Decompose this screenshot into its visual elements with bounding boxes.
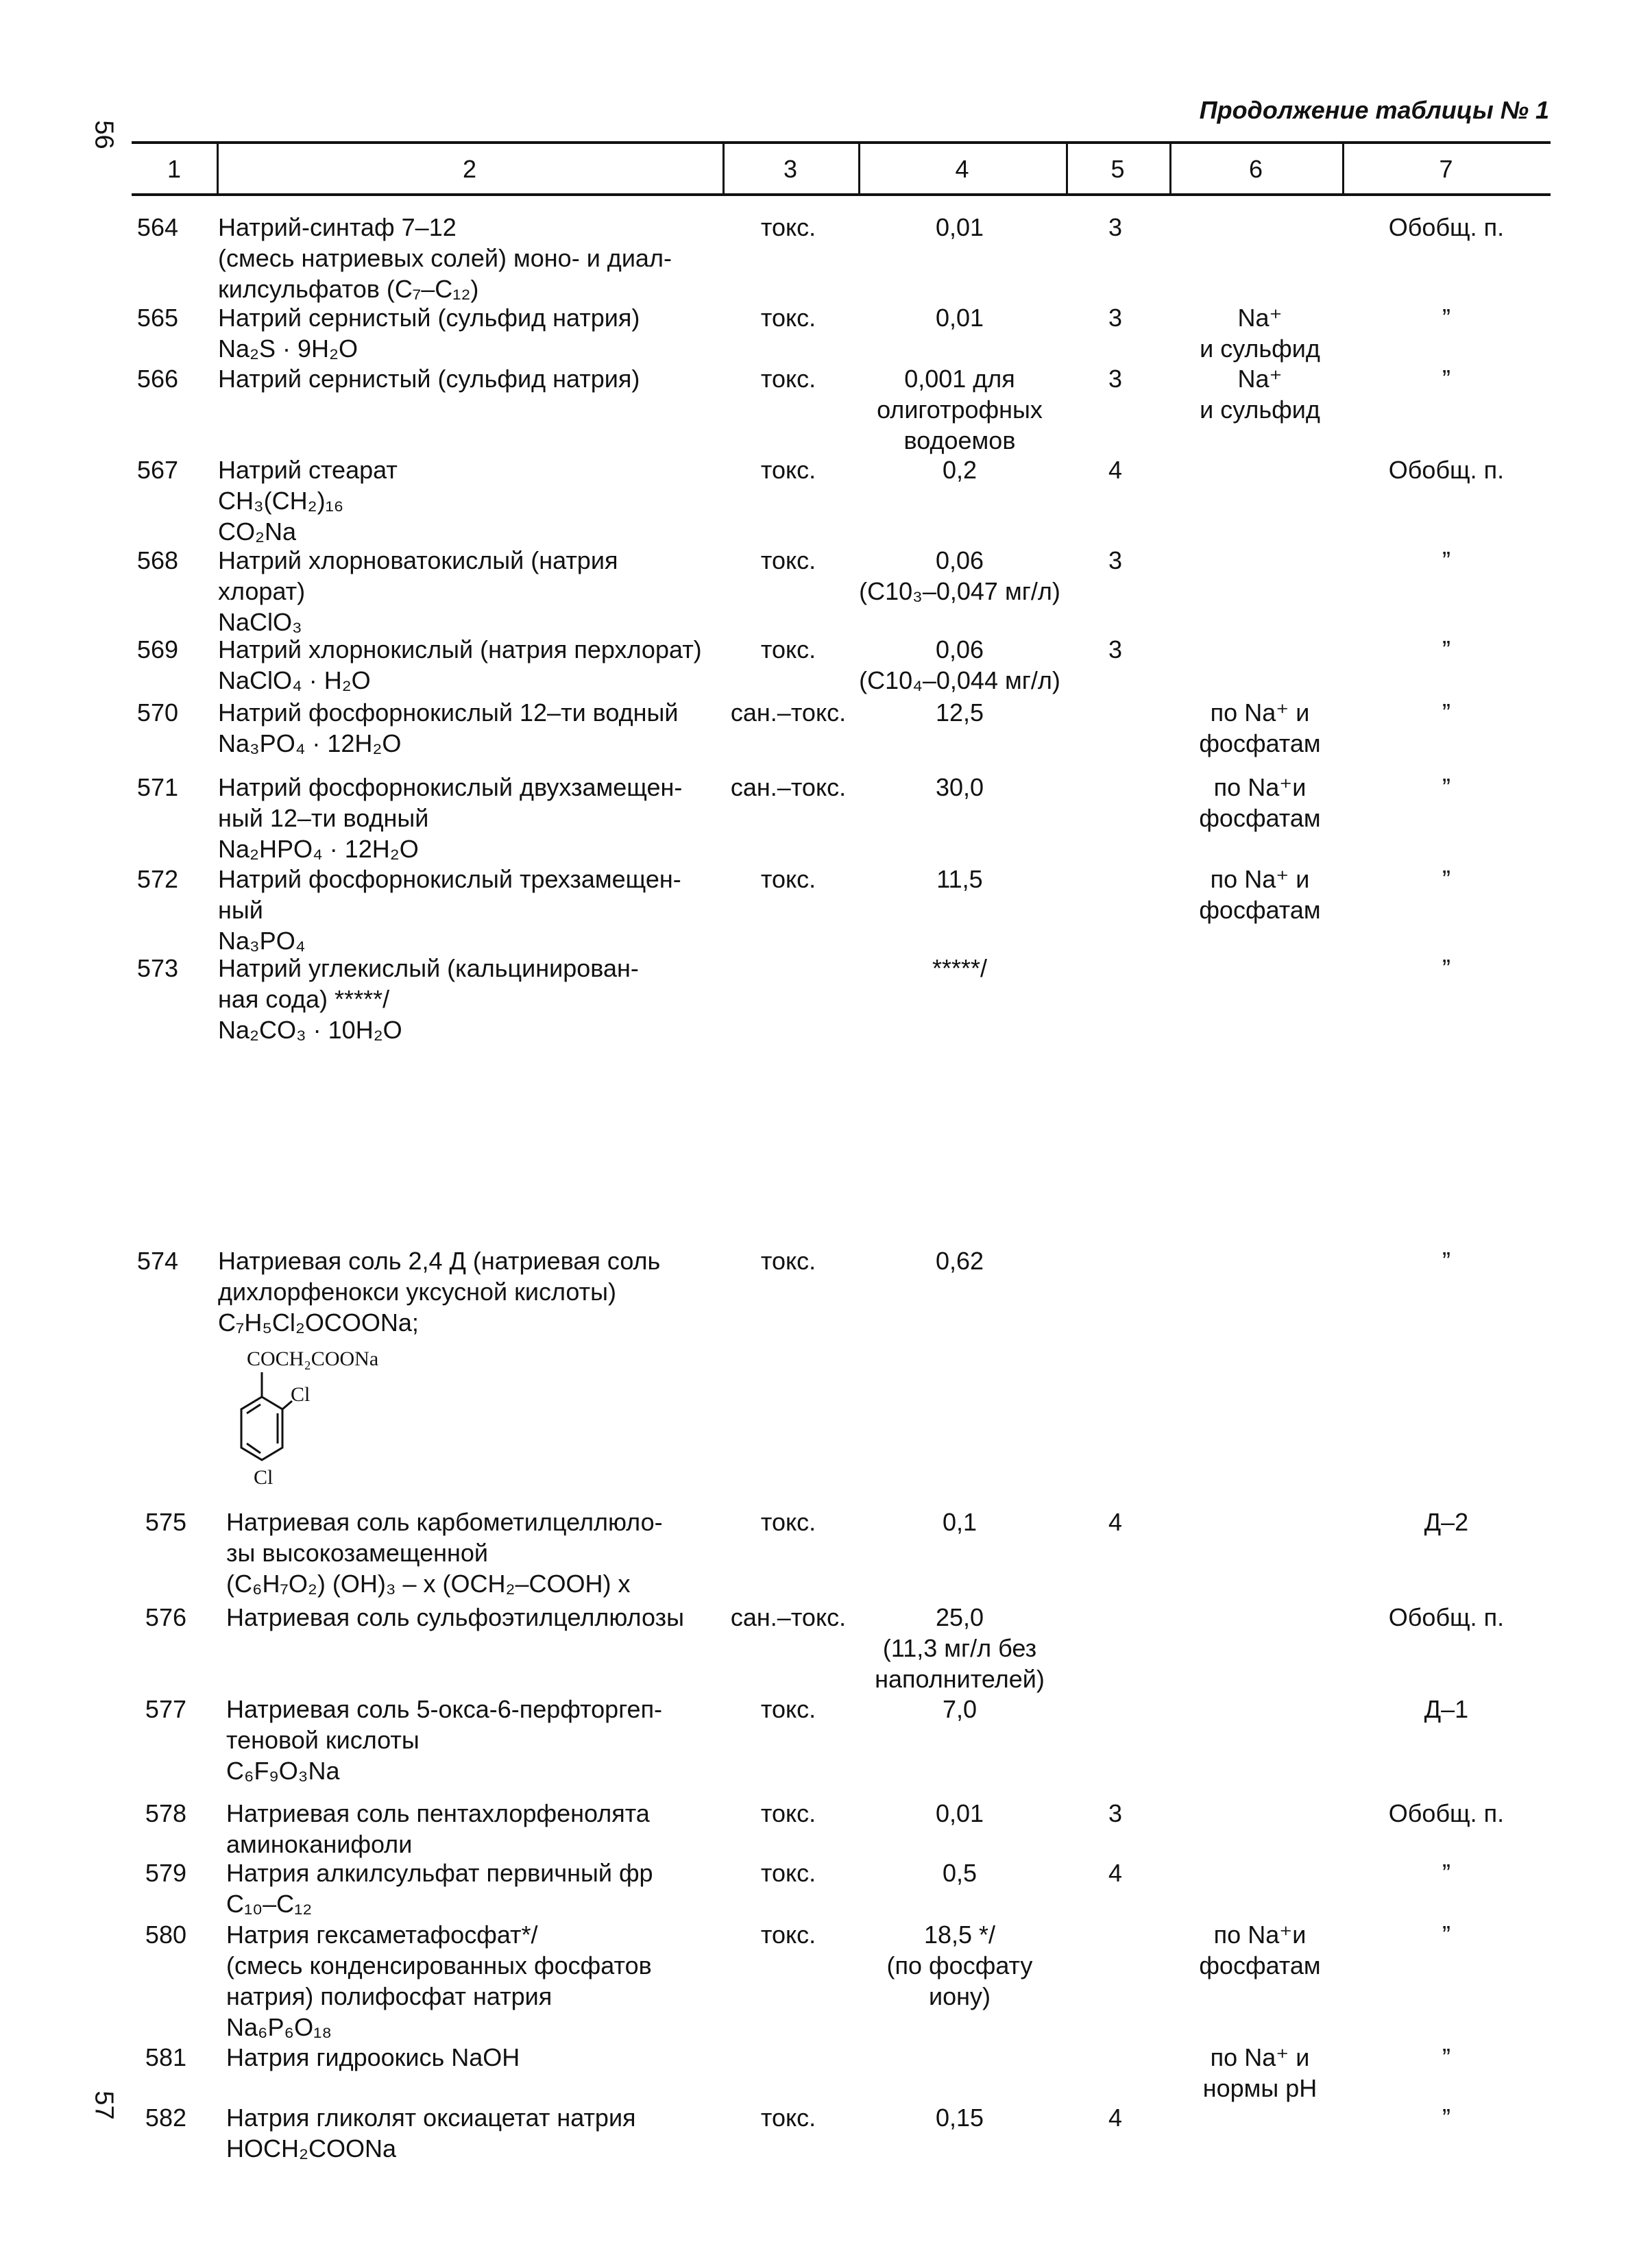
row-number: 577 <box>145 1695 186 1723</box>
hazard-class: 4 <box>1108 1508 1123 1536</box>
basis-line: и сульфид <box>1200 395 1320 424</box>
substance-name <box>218 454 398 547</box>
substance-name-line: Натрий хлорнокислый (натрия перхлорат) <box>218 635 702 663</box>
basis <box>1157 864 1363 925</box>
basis <box>1157 772 1363 833</box>
mpc-value <box>823 1694 1097 1725</box>
benzene-ring <box>241 1397 282 1460</box>
hazard-class: 3 <box>1108 365 1123 393</box>
mpc-value <box>823 1919 1097 2012</box>
mpc-value <box>823 2102 1097 2133</box>
substance-name-line: Na₂CO₃ · 10H₂O <box>218 1016 402 1044</box>
hazard-sign: сан.–токс. <box>730 698 847 727</box>
substance-name <box>218 953 639 1045</box>
substance-name <box>218 634 702 696</box>
note: ” <box>1442 954 1450 982</box>
structure-substituent-label: COCH₂COONa <box>247 1348 379 1370</box>
substance-name-line: C₇H₅Cl₂OCOONa; <box>218 1308 419 1337</box>
substance-name-line: NaClO₄ · H₂O <box>218 666 371 694</box>
structural-formula-2-4-d-sodium <box>219 1343 398 1494</box>
substance-name <box>218 302 640 364</box>
hazard-sign: токс. <box>760 213 816 241</box>
note: ” <box>1442 2104 1450 2132</box>
hazard-class: 4 <box>1108 456 1123 484</box>
substance-name-line: дихлорфенокси уксусной кислоты) <box>218 1278 616 1306</box>
hazard-sign: токс. <box>760 635 816 663</box>
substance-name <box>218 212 672 304</box>
basis <box>1157 697 1363 759</box>
basis-line: Na⁺ <box>1237 365 1283 393</box>
row-number: 564 <box>136 213 178 241</box>
row-number: 582 <box>145 2104 186 2132</box>
substance-name-line: ная сода) *****/ <box>218 985 390 1013</box>
substance-name <box>218 1245 660 1338</box>
basis <box>1157 1919 1363 1981</box>
mpc-value-line: 0,001 для <box>904 365 1015 393</box>
note: Обобщ. п. <box>1388 1603 1505 1631</box>
header-bottom-rule <box>132 193 1551 196</box>
header-top-rule <box>132 141 1551 144</box>
mpc-value-line: олиготрофных <box>877 395 1043 424</box>
hazard-sign: токс. <box>760 456 816 484</box>
hazard-class: 4 <box>1108 2104 1123 2132</box>
substance-name-line: аминоканифоли <box>226 1830 413 1858</box>
mpc-value-line: 0,01 <box>935 304 984 332</box>
header-col-1: 1 <box>167 155 182 183</box>
note: Обобщ. п. <box>1388 1799 1505 1827</box>
substance-name-line: C₁₀–C₁₂ <box>226 1890 313 1918</box>
row-number: 567 <box>136 456 178 484</box>
row-number: 581 <box>145 2043 186 2071</box>
mpc-value-line: 18,5 */ <box>923 1921 996 1949</box>
substance-name-line: зы высокозамещенной <box>226 1539 489 1567</box>
hazard-sign: токс. <box>760 1695 816 1723</box>
basis-line: и сульфид <box>1200 334 1320 363</box>
substance-name <box>226 2042 520 2073</box>
substance-name-line: Натрий фосфорнокислый двухзамещен- <box>218 773 683 801</box>
substance-name-line: Натрий-синтаф 7–12 <box>218 213 457 241</box>
note: Обобщ. п. <box>1388 213 1505 241</box>
mpc-value-line: 0,62 <box>935 1247 984 1275</box>
substance-name <box>226 1694 662 1786</box>
mpc-value-line: 0,2 <box>942 456 977 484</box>
mpc-value-line: 0,5 <box>942 1859 977 1887</box>
substance-name-line: Натриевая соль 5-окса-6-перфторгеп- <box>226 1695 663 1723</box>
substance-name <box>226 1857 653 1919</box>
substance-name-line: Na₆P₆O₁₈ <box>226 2013 332 2041</box>
substance-name <box>218 545 618 637</box>
note: ” <box>1442 1247 1450 1275</box>
mpc-value <box>823 772 1097 803</box>
substance-name-line: Натрий углекислый (кальцинирован- <box>218 954 639 982</box>
mpc-value <box>823 454 1097 485</box>
header-col-6: 6 <box>1248 155 1263 183</box>
substance-name-line: CO₂Na <box>218 517 296 546</box>
mpc-value-line: 0,01 <box>935 213 984 241</box>
mpc-value-line: 0,06 <box>935 635 984 663</box>
note: ” <box>1442 304 1450 332</box>
mpc-value-line: 0,1 <box>942 1508 977 1536</box>
structure-cl-ortho: Cl <box>291 1383 311 1406</box>
row-number: 570 <box>136 698 178 727</box>
basis-line: фосфатам <box>1199 896 1321 924</box>
mpc-value-line: 12,5 <box>935 698 984 727</box>
basis <box>1157 302 1363 364</box>
hazard-sign: токс. <box>760 365 816 393</box>
basis-line: по Na⁺ и <box>1210 698 1310 727</box>
substance-name-line: Na₃PO₄ · 12H₂O <box>218 729 402 757</box>
row-number: 572 <box>136 865 178 893</box>
mpc-value <box>823 302 1097 333</box>
table-caption: Продолжение таблицы № 1 <box>1199 96 1549 124</box>
row-number: 566 <box>136 365 178 393</box>
mpc-value <box>823 212 1097 243</box>
hazard-class: 3 <box>1108 213 1123 241</box>
substance-name-line: натрия) полифосфат натрия <box>226 1982 552 2010</box>
mpc-value-line: иону) <box>929 1982 991 2010</box>
mpc-value-line: *****/ <box>932 954 988 982</box>
note: ” <box>1442 365 1450 393</box>
note: ” <box>1442 1921 1450 1949</box>
substance-name-line: Натриевая соль карбометилцеллюло- <box>226 1508 663 1536</box>
row-number: 571 <box>136 773 178 801</box>
mpc-value-line: (C10₃–0,047 мг/л) <box>859 577 1060 605</box>
substance-name <box>218 864 681 956</box>
basis-line: по Na⁺ и <box>1210 2043 1310 2071</box>
mpc-value <box>823 1507 1097 1537</box>
substance-name <box>226 1602 684 1633</box>
mpc-value-line: 11,5 <box>936 865 983 893</box>
basis <box>1157 363 1363 425</box>
substance-name-line: CH₃(CH₂)₁₆ <box>218 487 344 515</box>
mpc-value-line: 0,15 <box>935 2104 984 2132</box>
row-number: 568 <box>136 546 178 574</box>
substance-name-line: Натрий фосфорнокислый 12–ти водный <box>218 698 679 727</box>
substance-name-line: Натрий фосфорнокислый трехзамещен- <box>218 865 681 893</box>
hazard-class: 4 <box>1108 1859 1123 1887</box>
substance-name-line: Натрий хлорноватокислый (натрия <box>218 546 618 574</box>
substance-name-line: ный 12–ти водный <box>218 804 429 832</box>
note: ” <box>1442 773 1450 801</box>
row-number: 565 <box>136 304 178 332</box>
mpc-value-line: (по фосфату <box>886 1951 1033 1979</box>
mpc-value-line: (C10₄–0,044 мг/л) <box>859 666 1060 694</box>
hazard-sign: сан.–токс. <box>730 1603 847 1631</box>
substance-name-line: хлорат) <box>218 577 306 605</box>
mpc-value <box>823 545 1097 607</box>
basis-line: нормы pH <box>1202 2074 1317 2102</box>
substance-name-line: Натрия алкилсульфат первичный фр <box>226 1859 653 1887</box>
substance-name <box>226 1507 663 1599</box>
hazard-class: 3 <box>1108 546 1123 574</box>
substance-name-line: Na₃PO₄ <box>218 927 306 955</box>
mpc-value <box>823 1798 1097 1829</box>
basis-line: по Na⁺и <box>1213 1921 1307 1949</box>
mpc-value-line: 7,0 <box>942 1695 977 1723</box>
mpc-value <box>823 953 1097 984</box>
hazard-class: 3 <box>1108 1799 1123 1827</box>
substance-name-line: Натриевая соль пентахлорфенолята <box>226 1799 650 1827</box>
substance-name-line: (смесь конденсированных фосфатов <box>226 1951 652 1979</box>
row-number: 580 <box>145 1921 186 1949</box>
note: ” <box>1442 698 1450 727</box>
hazard-sign: токс. <box>760 1799 816 1827</box>
substance-name-line: ный <box>218 896 263 924</box>
mpc-value <box>823 363 1097 456</box>
hazard-sign: токс. <box>760 1508 816 1536</box>
substance-name-line: NaClO₃ <box>218 608 302 636</box>
mpc-value-line: наполнителей) <box>875 1665 1045 1693</box>
substance-name-line: (смесь натриевых солей) моно- и диал- <box>218 244 672 272</box>
hazard-sign: токс. <box>760 1921 816 1949</box>
note: Обобщ. п. <box>1388 456 1505 484</box>
substance-name-line: Натрия гексаметафосфат*/ <box>226 1921 538 1949</box>
row-number: 575 <box>145 1508 186 1536</box>
basis <box>1157 2042 1363 2104</box>
row-number: 576 <box>145 1603 186 1631</box>
substance-name-line: теновой кислоты <box>226 1726 420 1754</box>
row-number: 579 <box>145 1859 186 1887</box>
mpc-value <box>823 1602 1097 1694</box>
substance-name <box>218 697 679 759</box>
substance-name-line: Na₂S · 9H₂O <box>218 334 358 363</box>
substance-name-line: Натриевая соль 2,4 Д (натриевая соль <box>218 1247 661 1275</box>
basis-line: фосфатам <box>1199 729 1321 757</box>
note: ” <box>1442 2043 1450 2071</box>
note: ” <box>1442 546 1450 574</box>
note: ” <box>1442 635 1450 663</box>
note: ” <box>1442 1859 1450 1887</box>
substance-name-line: килсульфатов (C₇–C₁₂) <box>218 275 479 303</box>
row-number: 573 <box>136 954 178 982</box>
page-number-top: 56 <box>89 120 119 149</box>
mpc-value <box>823 634 1097 696</box>
mpc-value-line: 30,0 <box>935 773 984 801</box>
mpc-value-line: 0,06 <box>935 546 984 574</box>
mpc-value-line: 25,0 <box>935 1603 984 1631</box>
substance-name-line: Na₂HPO₄ · 12H₂O <box>218 835 419 863</box>
substance-name-line: Натрия гидроокись NaOH <box>226 2043 520 2071</box>
mpc-value-line: 0,01 <box>935 1799 984 1827</box>
hazard-class: 3 <box>1108 304 1123 332</box>
basis-line: по Na⁺и <box>1213 773 1307 801</box>
substance-name-line: Натрий сернистый (сульфид натрия) <box>218 365 640 393</box>
header-col-2: 2 <box>462 155 477 183</box>
note: Д–2 <box>1424 1508 1469 1536</box>
hazard-sign: сан.–токс. <box>730 773 847 801</box>
hazard-sign: токс. <box>760 546 816 574</box>
page-number-bottom: 57 <box>89 2091 119 2120</box>
substance-name <box>218 772 682 864</box>
basis-line: по Na⁺ и <box>1210 865 1310 893</box>
mpc-value <box>823 1245 1097 1276</box>
structure-cl-para: Cl <box>254 1466 274 1489</box>
mpc-value-line: (11,3 мг/л без <box>882 1634 1037 1662</box>
header-col-7: 7 <box>1439 155 1453 183</box>
header-col-3: 3 <box>783 155 798 183</box>
substance-name <box>218 363 640 394</box>
substance-name-line: Натрий стеарат <box>218 456 398 484</box>
mpc-value-line: водоемов <box>903 426 1016 454</box>
hazard-sign: токс. <box>760 1247 816 1275</box>
basis-line: фосфатам <box>1199 1951 1321 1979</box>
basis-line: фосфатам <box>1199 804 1321 832</box>
header-col-4: 4 <box>955 155 969 183</box>
row-number: 574 <box>136 1247 178 1275</box>
mpc-value <box>823 697 1097 728</box>
hazard-sign: токс. <box>760 865 816 893</box>
hazard-sign: токс. <box>760 304 816 332</box>
substance-name-line: Натрия гликолят оксиацетат натрия <box>226 2104 636 2132</box>
substance-name-line: Натрий сернистый (сульфид натрия) <box>218 304 640 332</box>
note: ” <box>1442 865 1450 893</box>
substance-name <box>226 1798 650 1860</box>
header-col-5: 5 <box>1110 155 1125 183</box>
mpc-value <box>823 1857 1097 1888</box>
row-number: 578 <box>145 1799 186 1827</box>
substance-name <box>226 2102 636 2164</box>
hazard-sign: токс. <box>760 1859 816 1887</box>
substance-name-line: Натриевая соль сульфоэтилцеллюлозы <box>226 1603 684 1631</box>
mpc-value <box>823 864 1097 894</box>
substance-name-line: C₆F₉O₃Na <box>226 1757 340 1785</box>
hazard-class: 3 <box>1108 635 1123 663</box>
hazard-sign: токс. <box>760 2104 816 2132</box>
substance-name-line: HOCH₂COONa <box>226 2134 396 2163</box>
note: Д–1 <box>1424 1695 1469 1723</box>
substance-name-line: (C₆H₇O₂) (OH)₃ – x (OCH₂–COOH) x <box>226 1570 631 1598</box>
substance-name <box>226 1919 652 2043</box>
basis-line: Na⁺ <box>1237 304 1283 332</box>
row-number: 569 <box>136 635 178 663</box>
